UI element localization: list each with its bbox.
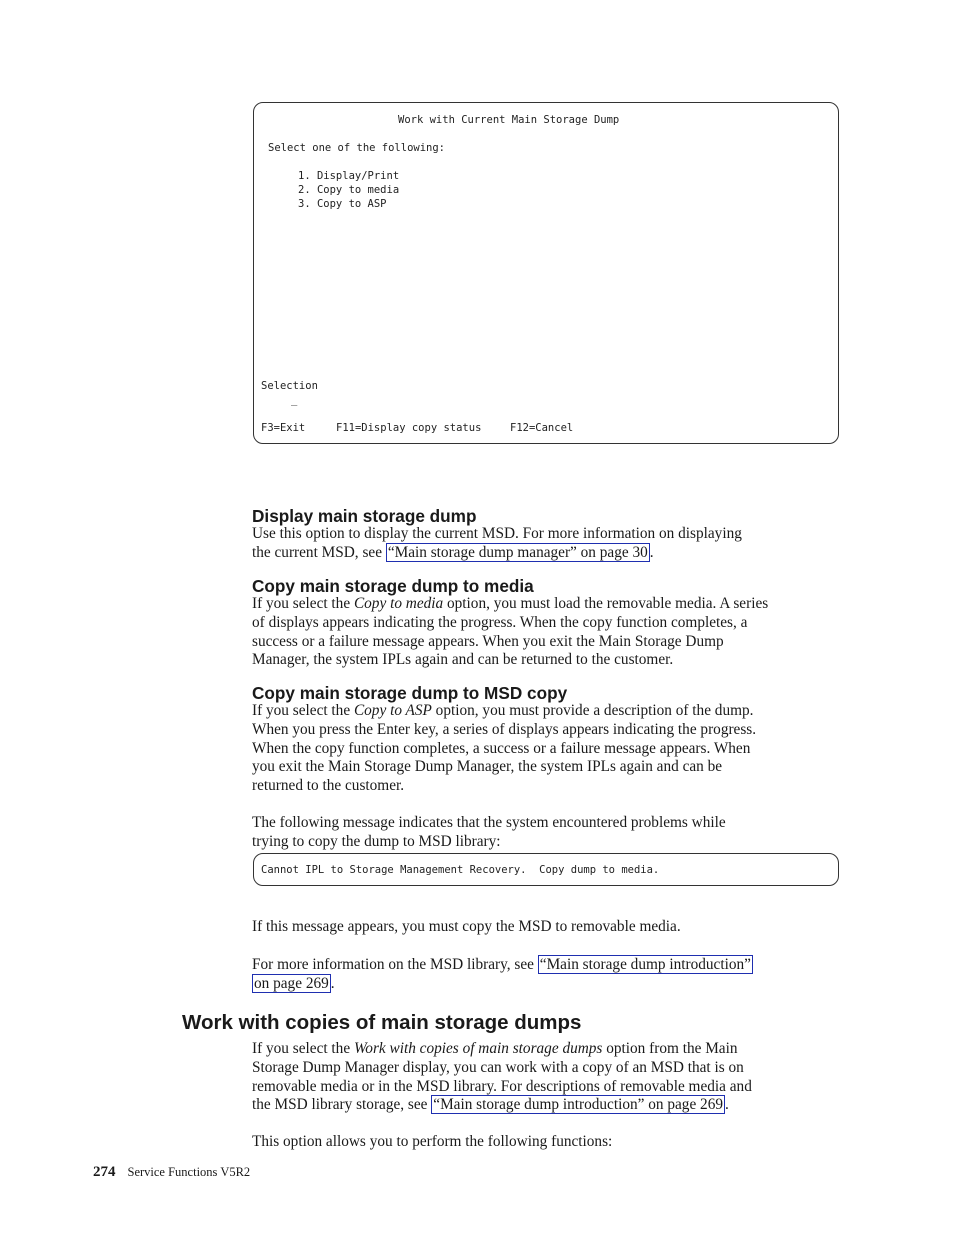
heading-copy-to-media: Copy main storage dump to media — [252, 576, 534, 596]
text-line: The following message indicates that the system encountered problems while — [252, 814, 726, 831]
selection-label: Selection — [261, 380, 318, 392]
link-page-269[interactable]: on page 269 — [254, 974, 329, 992]
text-line — [252, 1040, 842, 1059]
text-line — [252, 595, 842, 614]
text-line — [252, 1096, 842, 1115]
paragraph-copy-to-msd — [252, 702, 842, 796]
text-line: Use this option to display the current MSD. For more information on displaying — [252, 525, 742, 542]
paragraph-more-info — [252, 956, 842, 994]
italic-term: Copy to media — [353, 595, 444, 612]
paragraph-work-with-copies — [252, 1040, 842, 1115]
error-message: Cannot IPL to Storage Management Recovery. Copy dump to media. — [261, 864, 660, 876]
text-span: option, you must load the removable media. A series — [443, 595, 769, 612]
text-span: If you select the — [252, 702, 354, 719]
menu-option-copy-to-asp[interactable]: 3. Copy to ASP — [298, 198, 387, 210]
text-line — [252, 956, 842, 975]
link-main-storage-dump-manager[interactable]: “Main storage dump manager” on page 30 — [387, 543, 648, 561]
italic-term: Copy to ASP — [353, 702, 432, 719]
text-span: . — [330, 974, 335, 992]
text-line: removable media or in the MSD library. For descriptions of removable media and — [252, 1077, 752, 1095]
text-span: . — [725, 1096, 729, 1114]
heading-display-main-storage-dump: Display main storage dump — [252, 506, 477, 526]
paragraph-display — [252, 525, 842, 563]
text-line: of displays appears indicating the progress. When the copy function completes, a — [252, 613, 748, 631]
text-line — [252, 702, 842, 721]
link-main-storage-dump-introduction[interactable]: “Main storage dump introduction” — [539, 956, 751, 973]
text-line: trying to copy the dump to MSD library: — [252, 832, 501, 850]
text-span: If you select the — [252, 595, 354, 612]
text-span: option, you must provide a description of the dump. — [431, 702, 754, 719]
screen-prompt: Select one of the following: — [268, 142, 446, 154]
heading-copy-to-msd: Copy main storage dump to MSD copy — [252, 683, 568, 703]
page-footer — [93, 1163, 250, 1181]
text-span: If you select the — [252, 1040, 354, 1057]
paragraph-functions-intro: This option allows you to perform the following functions: — [252, 1133, 613, 1150]
terminal-message-box — [253, 853, 839, 886]
text-line — [252, 544, 842, 563]
fkey-cancel[interactable]: F12=Cancel — [510, 422, 574, 434]
text-span: For more information on the MSD library, see — [252, 956, 538, 973]
page-number: 274 — [93, 1164, 116, 1180]
text-line: success or a failure message appears. When you exit the Main Storage Dump — [252, 632, 724, 650]
heading-work-with-copies: Work with copies of main storage dumps — [182, 1011, 582, 1034]
screen-title: Work with Current Main Storage Dump — [398, 114, 620, 126]
document-title: Service Functions V5R2 — [127, 1165, 251, 1179]
text-span: the MSD library storage, see — [252, 1096, 432, 1114]
text-line: When you press the Enter key, a series of displays appears indicating the progress. — [252, 720, 757, 738]
menu-option-display-print[interactable]: 1. Display/Print — [298, 170, 400, 182]
link-main-storage-dump-introduction-269[interactable]: “Main storage dump introduction” on page 269 — [433, 1096, 724, 1114]
text-line: When the copy function completes, a success or a failure message appears. When — [252, 739, 751, 757]
italic-term: Work with copies of main storage dumps — [353, 1040, 603, 1057]
text-line — [252, 975, 842, 994]
menu-option-copy-to-media[interactable]: 2. Copy to media — [298, 184, 400, 196]
text-line: returned to the customer. — [252, 777, 405, 795]
text-line: Storage Dump Manager display, you can work with a copy of an MSD that is on — [252, 1058, 744, 1076]
text-span: . — [649, 543, 654, 561]
text-span: option from the Main — [602, 1040, 738, 1057]
text-span: the current MSD, see — [252, 543, 386, 561]
fkey-exit[interactable]: F3=Exit — [261, 422, 306, 434]
terminal-screen-main — [253, 102, 839, 444]
text-line: Manager, the system IPLs again and can be returned to the customer. — [252, 651, 674, 669]
paragraph-message-intro — [252, 814, 842, 852]
fkey-display-copy-status[interactable]: F11=Display copy status — [336, 422, 482, 434]
selection-input[interactable]: _ — [291, 394, 298, 406]
paragraph-copy-msd: If this message appears, you must copy the MSD to removable media. — [252, 918, 681, 935]
text-line: you exit the Main Storage Dump Manager, the system IPLs again and can be — [252, 758, 723, 776]
paragraph-copy-to-media — [252, 595, 842, 670]
